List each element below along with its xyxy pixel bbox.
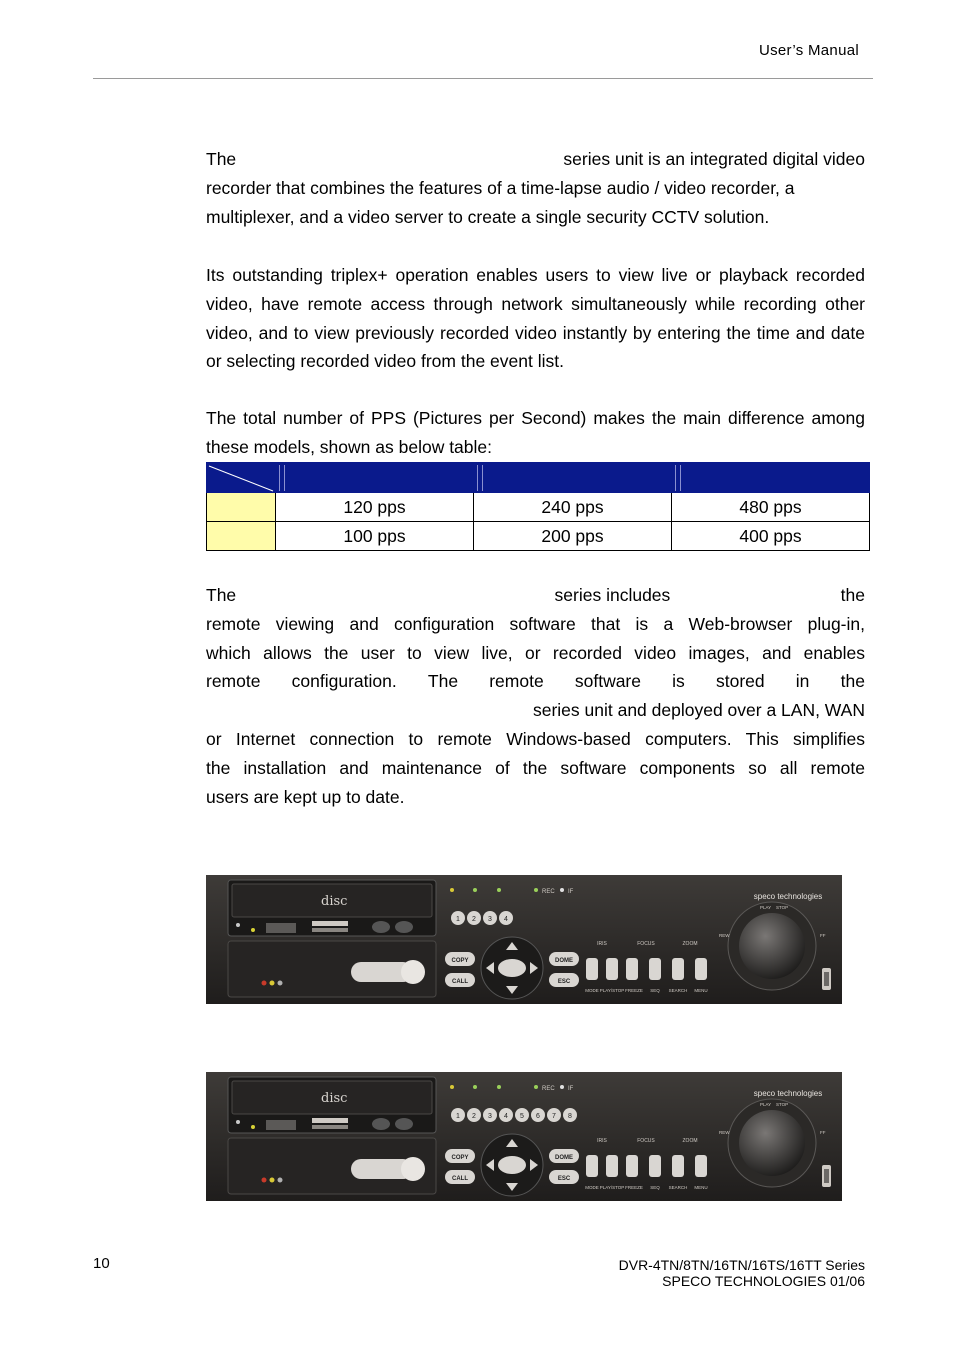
menu-key-label: MENU [694, 988, 708, 993]
remote-word: in [795, 671, 810, 692]
remote-word: configuration. [291, 671, 397, 692]
channel-button-label: 4 [504, 1113, 508, 1120]
remote-line-3: which allows the user to view live, or recorded video images, and enables [206, 642, 865, 663]
pps-table-header-cell [474, 463, 672, 493]
intro-line-3: multiplexer, and a video server to create a single security CCTV solution. [206, 206, 770, 227]
call-key-label: CALL [452, 979, 468, 985]
search-key-label: SEARCH [668, 988, 688, 993]
channel-button-label: 4 [504, 916, 508, 923]
copy-key-label: COPY [451, 958, 469, 964]
dvr-front-panel-image [206, 1072, 842, 1201]
remote-line-7: the installation and maintenance of the software components so all remote [206, 757, 865, 778]
channel-button-label: 1 [456, 916, 460, 923]
diagonal-line-icon [207, 463, 275, 492]
intro-rest: series unit is an integrated digital video [563, 149, 865, 169]
disc-label: disc [321, 1091, 348, 1106]
channel-button-label: 2 [472, 1113, 476, 1120]
channel-button-label: 8 [568, 1113, 572, 1120]
dvr-front-panel-image [206, 875, 842, 1004]
rec-indicator-label: REC [542, 889, 555, 895]
remote-word: software [574, 671, 641, 692]
remote-the: The [206, 585, 237, 605]
remote-line-6: or Internet connection to remote Windows-based computers. This simplifies [206, 728, 865, 749]
pps-table-cell: 240 pps [474, 493, 672, 522]
if-indicator-label: IF [568, 889, 574, 895]
focus-group-label: FOCUS [637, 941, 655, 947]
dome-key-label: DOME [555, 958, 573, 964]
channel-button-label: 5 [520, 1113, 524, 1120]
channel-button-label: 1 [456, 1113, 460, 1120]
pps-table-row-label [207, 522, 276, 551]
rew-dial-label: REW [719, 933, 730, 938]
brand-logo-text: speco technologies [753, 892, 823, 901]
pps-table-row-label [207, 493, 276, 522]
footer-company: SPECO TECHNOLOGIES 01/06 [662, 1273, 865, 1289]
channel-button-label: 3 [488, 916, 492, 923]
play-stop-key-label: PLAY/STOP [599, 988, 625, 993]
remote-word: remote [206, 671, 261, 692]
channel-button-label: 6 [536, 1113, 540, 1120]
pps-table-cell: 200 pps [474, 522, 672, 551]
dome-key-label: DOME [555, 1155, 573, 1161]
triplex-paragraph [206, 261, 865, 376]
pps-table-cell: 400 pps [672, 522, 870, 551]
front-panel-8ch [206, 1072, 842, 1206]
footer-info [619, 1257, 865, 1289]
pps-table-cell: 120 pps [276, 493, 474, 522]
rew-dial-label: REW [719, 1130, 730, 1135]
remote-paragraph [206, 581, 865, 811]
pps-table-row [207, 522, 870, 551]
stop-dial-label: STOP [776, 905, 789, 910]
ff-dial-label: FF [820, 933, 826, 938]
seq-key-label: SEQ [650, 1185, 660, 1190]
esc-key-label: ESC [557, 1176, 571, 1182]
play-dial-label: PLAY [760, 905, 772, 910]
if-indicator-label: IF [568, 1086, 574, 1092]
page-number: 10 [93, 1255, 110, 1272]
header-divider [93, 78, 873, 79]
remote-line-8: users are kept up to date. [206, 786, 405, 807]
triplex-text: Its outstanding triplex+ operation enables users to view live or playback recorded video, have remote access through network simultaneously while recording other video, and to view previously recorded video instantly by entering the time and date or selecting recorded video from the event list. [206, 265, 865, 372]
play-stop-key-label: PLAY/STOP [599, 1185, 625, 1190]
pps-table-header-row [207, 463, 870, 493]
pps-table-header-cell [276, 463, 474, 493]
focus-group-label: FOCUS [637, 1138, 655, 1144]
search-key-label: SEARCH [668, 1185, 688, 1190]
remote-the-2: the [840, 585, 865, 605]
remote-word: remote [489, 671, 544, 692]
header-title: User’s Manual [758, 42, 859, 59]
stop-dial-label: STOP [776, 1102, 789, 1107]
remote-line-2: remote viewing and configuration software that is a Web-browser plug-in, [206, 613, 865, 634]
menu-key-label: MENU [694, 1185, 708, 1190]
pps-table-header-cell [672, 463, 870, 493]
remote-word: the [840, 671, 865, 692]
channel-button-label: 7 [552, 1113, 556, 1120]
pps-table-cell: 100 pps [276, 522, 474, 551]
disc-label: disc [321, 894, 348, 909]
remote-line-5: series unit and deployed over a LAN, WAN [532, 700, 865, 721]
iris-group-label: IRIS [597, 941, 607, 947]
play-dial-label: PLAY [760, 1102, 772, 1107]
intro-lead: The [206, 149, 237, 169]
remote-word: is [672, 671, 685, 692]
freeze-key-label: FREEZE [625, 1185, 643, 1190]
intro-paragraph [206, 145, 865, 231]
pps-table-row [207, 493, 870, 522]
seq-key-label: SEQ [650, 988, 660, 993]
intro-line-2: recorder that combines the features of a time-lapse audio / video recorder, a [206, 177, 795, 198]
zoom-group-label: ZOOM [682, 941, 698, 947]
front-panel-4ch [206, 875, 842, 1009]
pps-intro-text: The total number of PPS (Pictures per Second) makes the main difference among these models, shown as below table: [206, 408, 865, 457]
remote-word: stored [715, 671, 765, 692]
esc-key-label: ESC [557, 979, 571, 985]
freeze-key-label: FREEZE [625, 988, 643, 993]
call-key-label: CALL [452, 1176, 468, 1182]
mode-key-label: MODE [585, 988, 599, 993]
pps-table-corner-cell [207, 463, 276, 493]
channel-button-label: 2 [472, 916, 476, 923]
iris-group-label: IRIS [597, 1138, 607, 1144]
brand-logo-text: speco technologies [753, 1089, 823, 1098]
ff-dial-label: FF [820, 1130, 826, 1135]
copy-key-label: COPY [451, 1155, 469, 1161]
remote-series-includes: series includes [554, 585, 671, 605]
remote-line-4 [206, 667, 865, 696]
rec-indicator-label: REC [542, 1086, 555, 1092]
mode-key-label: MODE [585, 1185, 599, 1190]
pps-table [206, 462, 870, 551]
remote-word: The [427, 671, 459, 692]
pps-intro-paragraph [206, 404, 865, 462]
zoom-group-label: ZOOM [682, 1138, 698, 1144]
footer-series: DVR-4TN/8TN/16TN/16TS/16TT Series [618, 1257, 865, 1273]
pps-table-cell: 480 pps [672, 493, 870, 522]
channel-button-label: 3 [488, 1113, 492, 1120]
